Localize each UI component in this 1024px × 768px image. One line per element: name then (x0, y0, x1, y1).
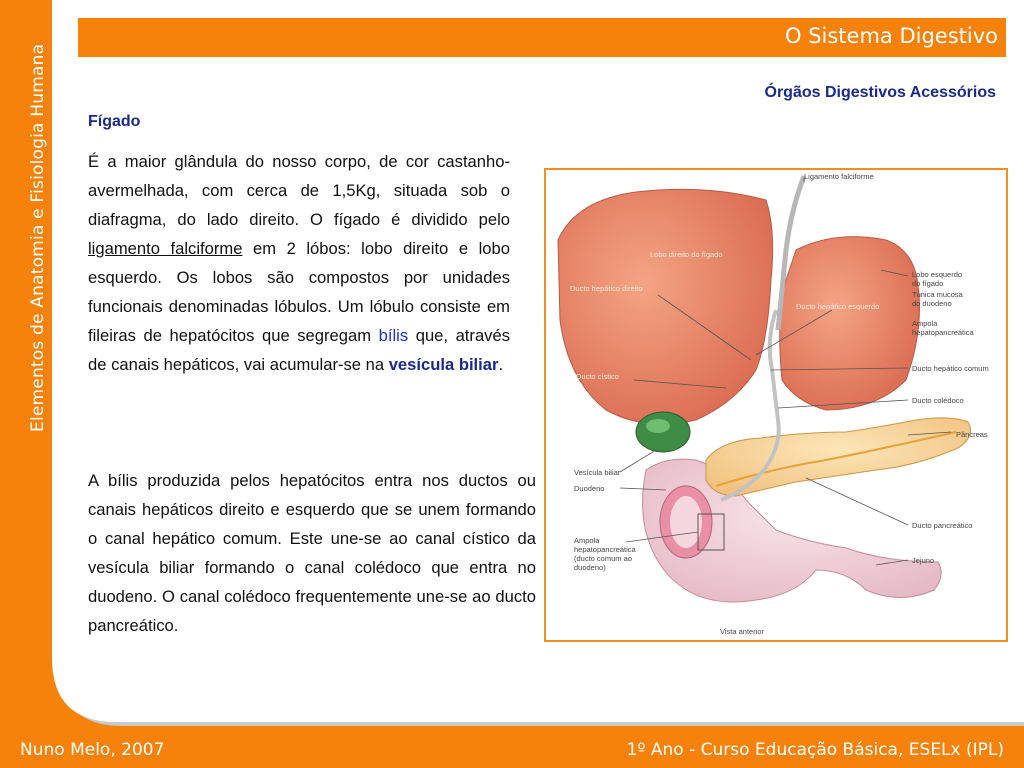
paragraph1-text-4: . (498, 355, 504, 374)
label-ducto-pancreatico: Ducto pancreático (912, 521, 973, 530)
paragraph1-text-3: que, através de canais hepáticos, vai acumular-se na (88, 326, 510, 374)
label-lobo-esquerdo: Lobo esquerdo do fígado (912, 270, 963, 288)
vesicula-biliar-term: vesícula biliar (388, 355, 499, 374)
header-bar (78, 18, 1006, 57)
footer-author: Nuno Melo, 2007 (20, 740, 165, 760)
label-ducto-hepatico-direito: Ducto hepático direito (570, 284, 643, 293)
label-ampola-right: Ampola hepatopancreática (912, 319, 974, 337)
slide-subtitle: Órgãos Digestivos Acessórios (764, 84, 996, 101)
bilis-term: bílis (378, 326, 409, 345)
label-ampola-left: Ampola hepatopancreática (ducto comum ao duodeno) (574, 536, 636, 572)
sidebar-title: Elementos de Anatomia e Fisiologia Humana (28, 43, 48, 432)
label-jejuno: Jejuno (912, 556, 935, 565)
label-ligamento-falciforme: Ligamento falciforme (804, 172, 874, 181)
label-ducto-coledoco: Ducto colédoco (912, 396, 964, 405)
label-pancreas: Pâncreas (956, 430, 988, 439)
label-ducto-hepatico-comum: Ducto hepático comum (912, 364, 989, 373)
label-tunica-mucosa: Túnica mucosa do duodeno (912, 290, 963, 308)
label-duodeno: Duodeno (574, 484, 605, 493)
paragraph1-text: É a maior glândula do nosso corpo, de cor castanho-avermelhada, com cerca de 1,5Kg, situada sob o diafragma, do lado direito. O fígado é dividido pelo (88, 152, 510, 229)
label-lobo-direito: Lobo direito do fígado (650, 250, 723, 259)
paragraph1-text-2: em 2 lóbos: lobo direito e lobo esquerdo. Os lobos são compostos por unidades funcionais denominadas lóbulos. Um lóbulo consiste em fileiras de hepatócitos que segregam (88, 239, 510, 345)
footer-course: 1º Ano - Curso Educação Básica, ESELx (IPL) (626, 740, 1004, 760)
section-heading: Fígado (88, 113, 141, 130)
ligamento-falciforme-link[interactable]: ligamento falciforme (88, 239, 243, 258)
label-ducto-cistico: Ducto cístico (576, 372, 619, 381)
paragraph-bile-flow: A bílis produzida pelos hepatócitos entra nos ductos ou canais hepáticos direito e esquerdo que se unem formando o canal hepático comum. Este une-se ao canal cístico da vesícula biliar formando o canal colédoco que entra no duodeno. O canal colédoco frequentemente une-se ao ducto pancreático. (88, 471, 536, 635)
label-vesicula-biliar: Vesícula biliar (574, 468, 621, 477)
liver-anatomy-figure (544, 168, 1008, 642)
page-title: O Sistema Digestivo (784, 24, 998, 48)
paragraph-liver-description (88, 147, 510, 379)
label-vista-anterior: Vista anterior (720, 627, 765, 636)
label-ducto-hepatico-esquerdo: Ducto hepático esquerdo (796, 302, 880, 311)
